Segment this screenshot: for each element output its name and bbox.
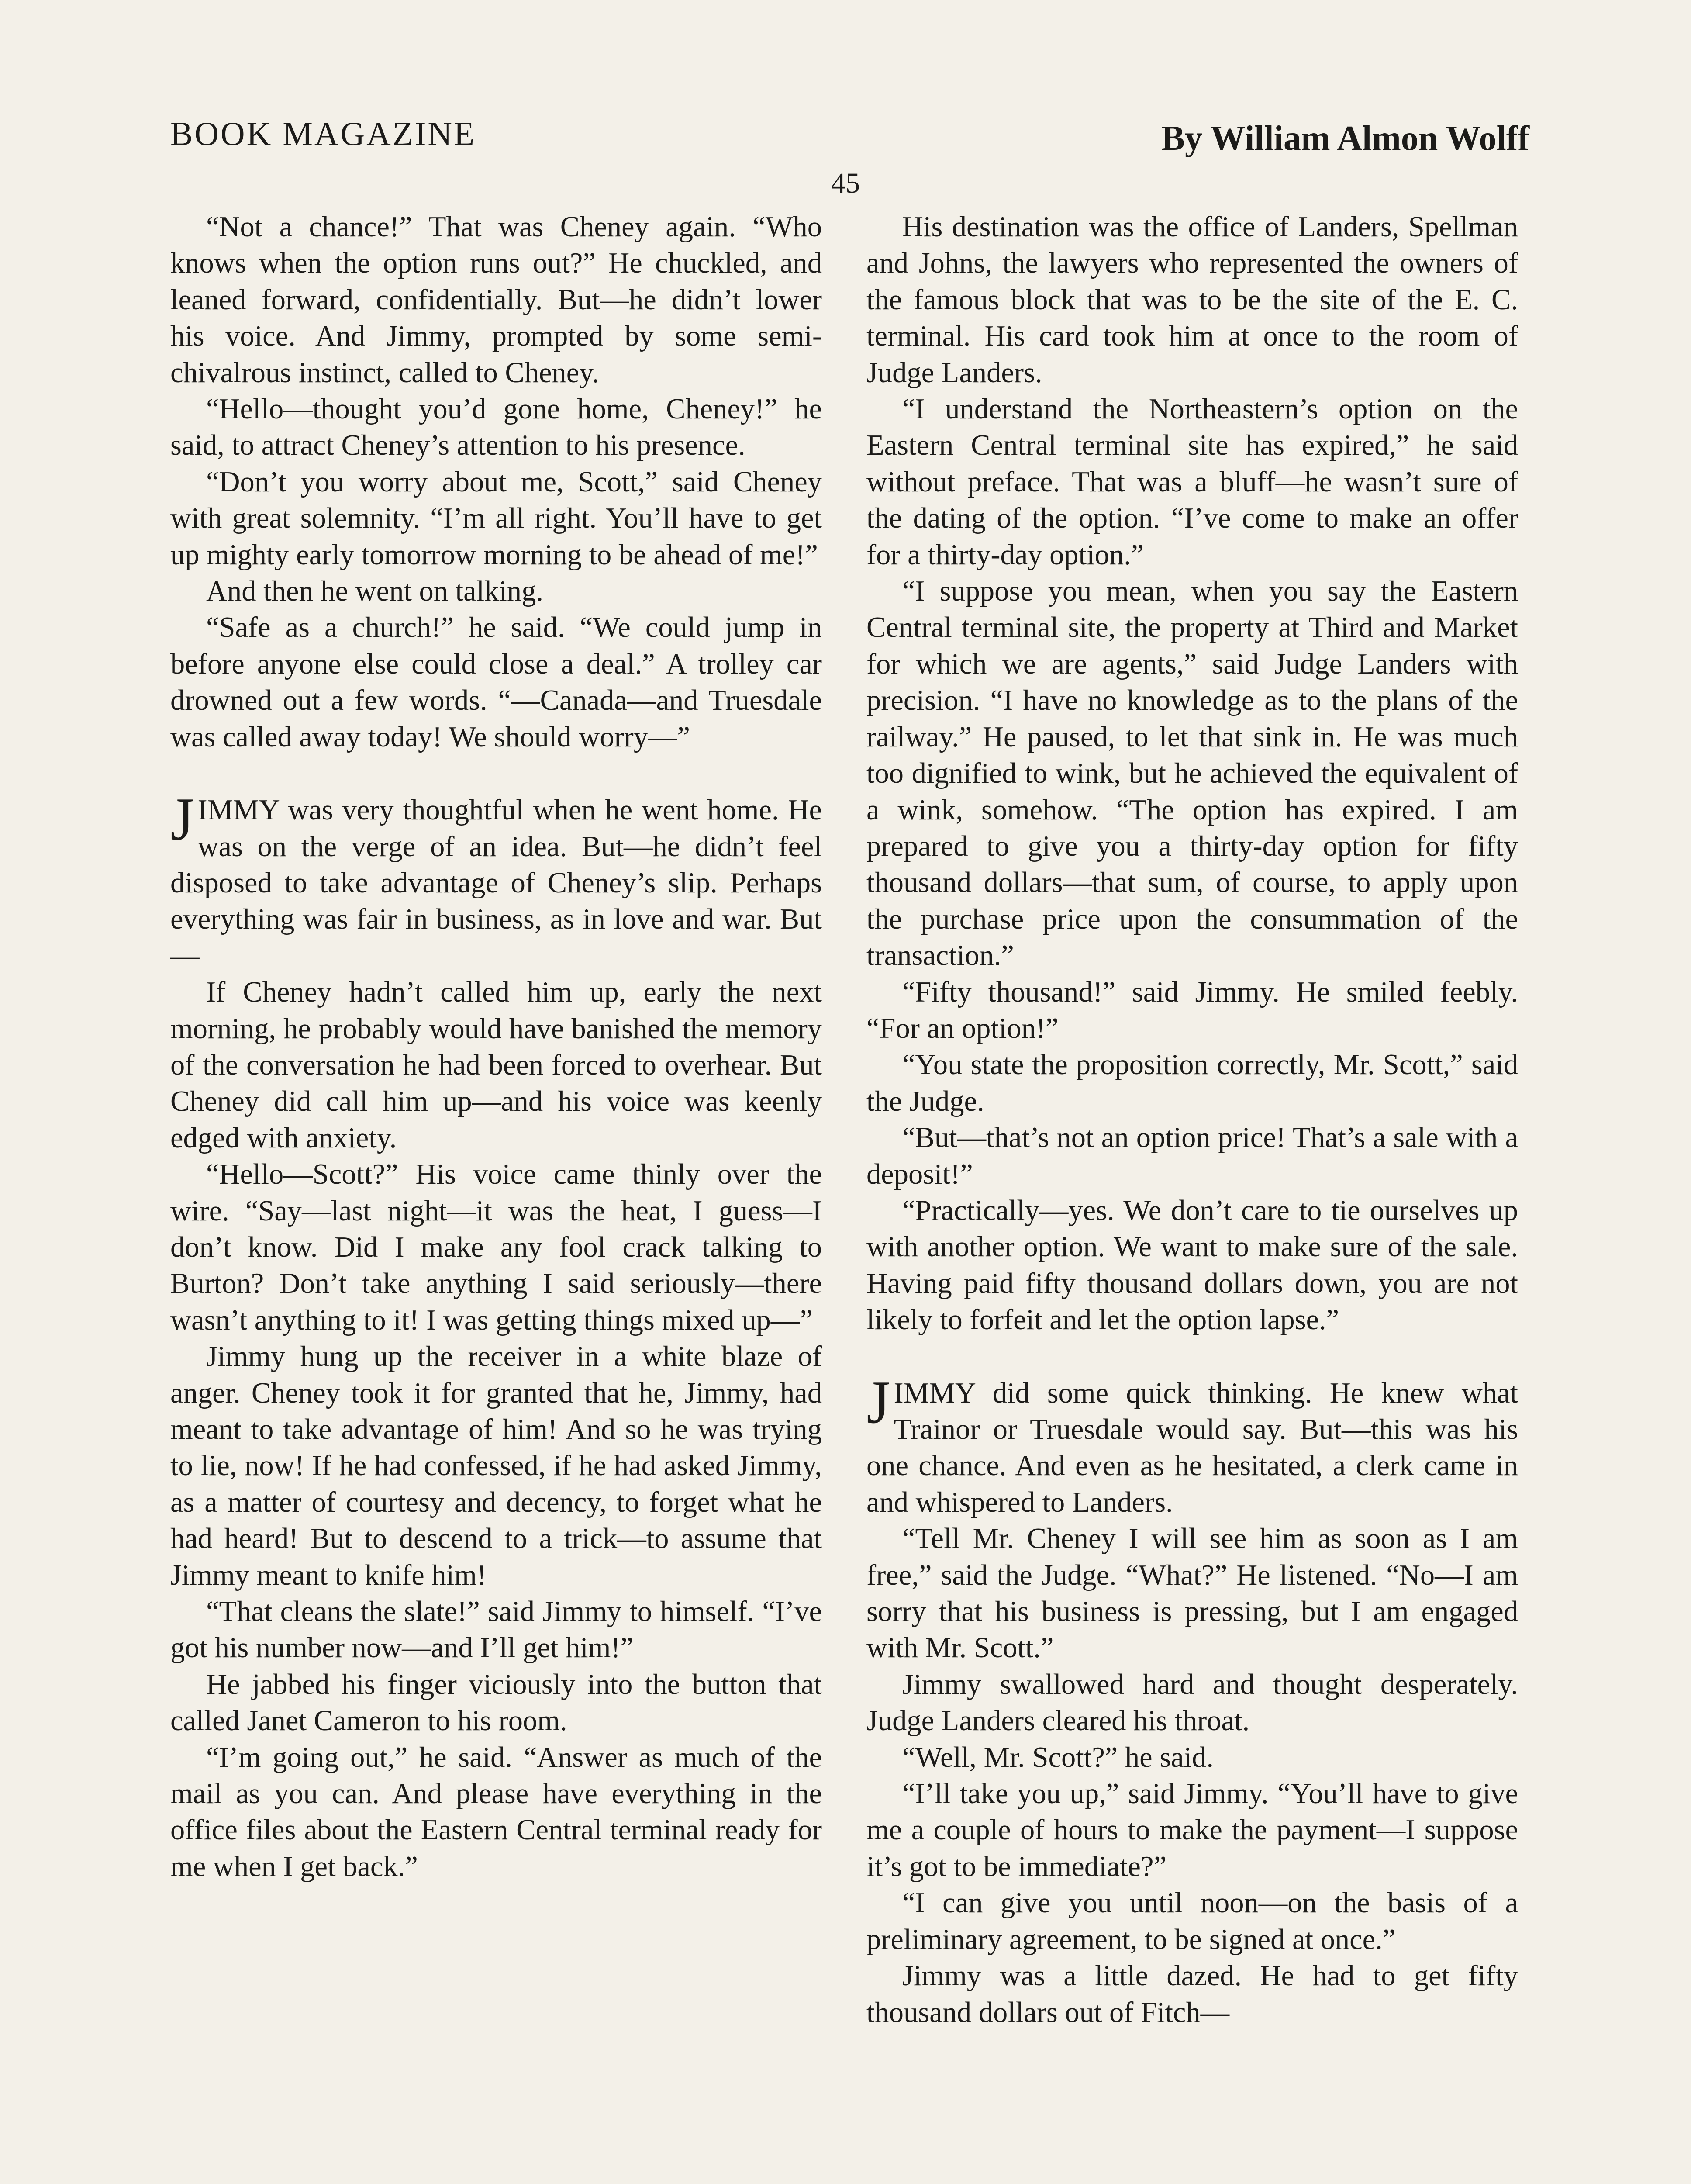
- paragraph: “But—that’s not an option price! That’s a sale with a deposit!”: [866, 1122, 1518, 1190]
- paragraph: “Practically—yes. We don’t care to tie ourselves up with another option. We want to make sure of the sale. Having paid fifty thousand dollars down, you are not likely to forfeit and let the option lapse.”: [866, 1194, 1518, 1336]
- paragraph: “Safe as a church!” he said. “We could jump in before anyone else could close a deal.” A trolley car drowned out a few words. “—Canada—and Truesdale was called away today! We should worry—”: [170, 612, 822, 753]
- paragraph: “Don’t you worry about me, Scott,” said Cheney with great solemnity. “I’m all right. You’ll have to get up mighty early tomorrow morning to be ahead of me!”: [170, 466, 822, 571]
- paragraph: “Fifty thousand!” said Jimmy. He smiled feebly. “For an option!”: [866, 976, 1518, 1044]
- paragraph-text: IMMY did some quick thinking. He knew what Trainor or Truesdale would say. But—this was his one chance. And even as he hesitated, a clerk came in and whispered to Landers.: [866, 1377, 1518, 1518]
- running-header-left: BOOK MAGAZINE: [170, 115, 476, 152]
- page-number: 45: [831, 167, 860, 199]
- paragraph: Jimmy hung up the receiver in a white blaze of anger. Cheney took it for granted that he, Jimmy, had meant to take advantage of him! And so he was trying to lie, now! If he had confessed, if he had asked Jimmy, as a matter of courtesy and decency, to forget what he had heard! But to descend to a trick—to assume that Jimmy meant to knife him!: [170, 1341, 822, 1591]
- paragraph: “Hello—Scott?” His voice came thinly over the wire. “Say—last night—it was the heat, I guess—I don’t know. Did I make any fool crack talking to Burton? Don’t take anything I said seriously—there wasn’t anything to it! I was getting things mixed up—”: [170, 1158, 822, 1336]
- section-paragraph: [170, 785, 822, 974]
- paragraph: Jimmy was a little dazed. He had to get fifty thousand dollars out of Fitch—: [866, 1960, 1518, 2028]
- paragraph: “I’m going out,” he said. “Answer as much of the mail as you can. And please have everything in the office files about the Eastern Central terminal ready for me when I get back.”: [170, 1741, 822, 1883]
- paragraph: He jabbed his finger viciously into the button that called Janet Cameron to his room.: [170, 1668, 822, 1737]
- paragraph: “Well, Mr. Scott?” he said.: [902, 1741, 1214, 1773]
- paragraph: “I understand the Northeastern’s option on the Eastern Central terminal site has expired,” he said without preface. That was a bluff—he wasn’t sure of the dating of the option. “I’ve come to make an offer for a thirty-day option.”: [866, 393, 1518, 571]
- running-header-byline: By William Almon Wolff: [1161, 119, 1529, 158]
- paragraph: His destination was the office of Landers, Spellman and Johns, the lawyers who represented the owners of the famous block that was to be the site of the E. C. terminal. His card took him at once to the room of Judge Landers.: [866, 211, 1518, 389]
- paragraph: “Not a chance!” That was Cheney again. “Who knows when the option runs out?” He chuckled, and leaned forward, confidentially. But—he didn’t lower his voice. And Jimmy, prompted by some semi-chivalrous instinct, called to Cheney.: [170, 211, 822, 389]
- right-column: [866, 209, 1518, 2031]
- paragraph: And then he went on talking.: [206, 575, 543, 608]
- paragraph: “That cleans the slate!” said Jimmy to himself. “I’ve got his number now—and I’ll get him!”: [170, 1596, 822, 1664]
- paragraph: If Cheney hadn’t called him up, early the next morning, he probably would have banished the memory of the conversation he had been forced to overhear. But Cheney did call him up—and his voice was keenly edged with anxiety.: [170, 976, 822, 1154]
- drop-cap: J: [170, 785, 194, 854]
- paragraph-text: IMMY was very thoughtful when he went home. He was on the verge of an idea. But—he didn’t feel disposed to take advantage of Cheney’s slip. Perhaps everything was fair in business, as in love and war. But—: [170, 794, 822, 972]
- paragraph: “Tell Mr. Cheney I will see him as soon as I am free,” said the Judge. “What?” He listened. “No—I am sorry that his business is pressing, but I am engaged with Mr. Scott.”: [866, 1523, 1518, 1664]
- paragraph: “I’ll take you up,” said Jimmy. “You’ll have to give me a couple of hours to make the payment—I suppose it’s got to be immediate?”: [866, 1778, 1518, 1883]
- drop-cap: J: [866, 1368, 890, 1436]
- paragraph: “I suppose you mean, when you say the Eastern Central terminal site, the property at Third and Market for which we are agents,” said Judge Landers with precision. “I have no knowledge as to the plans of the railway.” He paused, to let that sink in. He was much too dignified to wink, but he achieved the equivalent of a wink, somehow. “The option has expired. I am prepared to give you a thirty-day option for fifty thousand dollars—that sum, of course, to apply upon the purchase price upon the consummation of the transaction.”: [866, 575, 1518, 972]
- paragraph: Jimmy swallowed hard and thought desperately. Judge Landers cleared his throat.: [866, 1668, 1518, 1737]
- paragraph: “I can give you until noon—on the basis of a preliminary agreement, to be signed at once.”: [866, 1887, 1518, 1956]
- paragraph: “Hello—thought you’d gone home, Cheney!” he said, to attract Cheney’s attention to his presence.: [170, 393, 822, 462]
- paragraph: “You state the proposition correctly, Mr. Scott,” said the Judge.: [866, 1049, 1518, 1117]
- section-paragraph: [866, 1368, 1518, 1521]
- left-column: [170, 209, 822, 1885]
